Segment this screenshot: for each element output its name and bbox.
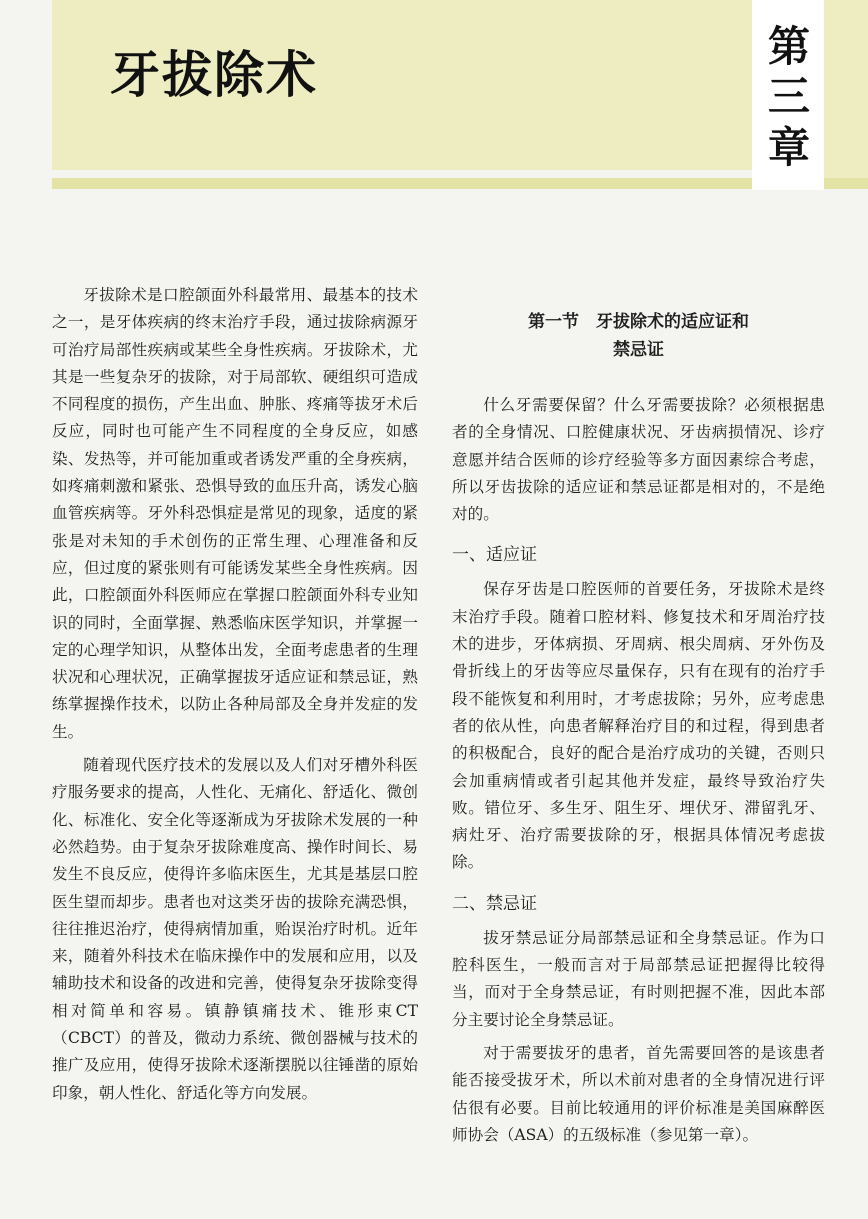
section-title-line: 禁忌证 — [613, 340, 664, 360]
body-paragraph: 牙拔除术是口腔颌面外科最常用、最基本的技术之一，是牙体疾病的终末治疗手段，通过拔除病源牙可治疗局部性疾病或某些全身性疾病。牙拔除术，尤其是一些复杂牙的拔除，对于局部软、硬组织可造成不同程度的损伤，产生出血、肿胀、疼痛等拔牙术后反应，同时也可能产生不同程度的全身反应，如感染、发热等，并可能加重或者诱发严重的全身疾病，如疼痛刺激和紧张、恐惧导致的血压升高，诱发心脑血管疾病等。牙外科恐惧症是常见的现象，适度的紧张是对未知的手术创伤的正常生理、心理准备和反应，但过度的紧张则有可能诱发某些全身性疾病。因此，口腔颌面外科医师应在掌握口腔颌面外科专业知识的同时，全面掌握、熟悉临床医学知识，并掌握一定的心理学知识，从整体出发，全面考虑患者的生理状况和心理状况，正确掌握拔牙适应证和禁忌证，熟练掌握操作技术，以防止各种局部及全身并发症的发生。 — [52, 286, 418, 741]
right-column — [452, 308, 825, 1155]
chapter-number-char: 章 — [768, 122, 811, 172]
left-column — [52, 282, 418, 1113]
indications-text: 保存牙齿是口腔医师的首要任务，牙拔除术是终末治疗手段。随着口腔材料、修复技术和牙周治疗技术的进步，牙体病损、牙周病、根尖周病、牙外伤及骨折线上的牙齿等应尽量保存，只有在现有的治疗手段不能恢复和利用时，才考虑拔除；另外，应考虑患者的依从性，向患者解释治疗目的和过程，得到患者的积极配合，良好的配合是治疗成功的关键，否则只会加重病情或者引起其他并发症，最终导致治疗失败。错位牙、多生牙、阻生牙、埋伏牙、滞留乳牙、病灶牙、治疗需要拔除的牙，根据具体情况考虑拔除。 — [452, 580, 825, 872]
contraindications-heading: 二、禁忌证 — [452, 893, 537, 914]
header-rule — [52, 178, 752, 189]
section-title-line: 第一节 牙拔除术的适应证和 — [528, 312, 749, 332]
section-intro: 什么牙需要保留？什么牙需要拔除？必须根据患者的全身情况、口腔健康状况、牙齿病损情况、诊疗意愿并结合医师的诊疗经验等多方面因素综合考虑，所以牙齿拔除的适应证和禁忌证都是相对的，不是绝对的。 — [452, 396, 825, 524]
header-band-right — [824, 0, 868, 180]
contraindications-text: 对于需要拔牙的患者，首先需要回答的是该患者能否接受拔牙术，所以术前对患者的全身情况进行评估很有必要。目前比较通用的评价标准是美国麻醉医师协会（ASA）的五级标准（参见第一章）。 — [452, 1043, 825, 1144]
chapter-number — [768, 22, 812, 173]
section-title — [452, 308, 825, 364]
chapter-number-char: 三 — [768, 72, 811, 122]
contraindications-text: 拔牙禁忌证分局部禁忌证和全身禁忌证。作为口腔科医生，一般而言对于局部禁忌证把握得比较得当，而对于全身禁忌证，有时则把握不准，因此本部分主要讨论全身禁忌证。 — [452, 928, 825, 1029]
indications-heading: 一、适应证 — [452, 545, 537, 566]
chapter-number-char: 第 — [768, 22, 811, 71]
chapter-title: 牙拔除术 — [110, 45, 318, 104]
header-rule-right — [824, 178, 868, 189]
body-paragraph: 随着现代医疗技术的发展以及人们对牙槽外科医疗服务要求的提高，人性化、无痛化、舒适化、微创化、标准化、安全化等逐渐成为牙拔除术发展的一种必然趋势。由于复杂牙拔除难度高、操作时间长、易发生不良反应，使得许多临床医生，尤其是基层口腔医生望而却步。患者也对这类牙齿的拔除充满恐惧，往往推迟治疗，使得病情加重，贻误治疗时机。近年来，随着外科技术在临床操作中的发展和应用，以及辅助技术和设备的改进和完善，使得复杂牙拔除变得相对简单和容易。镇静镇痛技术、锥形束CT（CBCT）的普及，微动力系统、微创器械与技术的推广及应用，使得牙拔除术逐渐摆脱以往锤凿的原始印象，朝人性化、舒适化等方向发展。 — [52, 756, 418, 1102]
